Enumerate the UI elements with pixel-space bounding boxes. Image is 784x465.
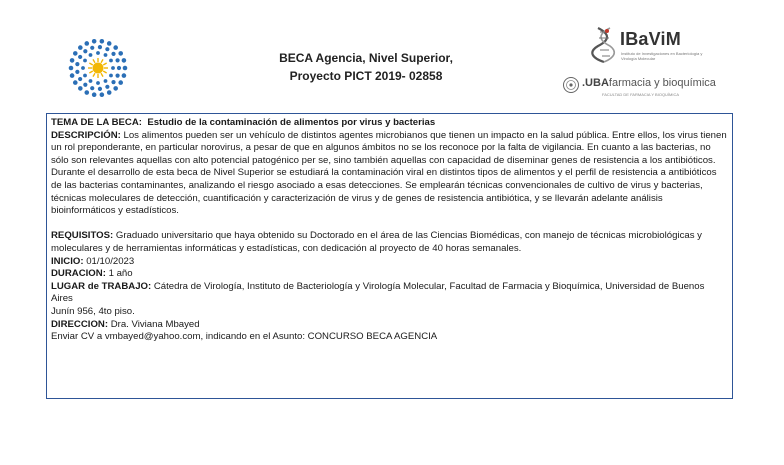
ibavim-logo-name: IBaViM	[620, 29, 681, 49]
requisitos-value: Graduado universitario que haya obtenido su Doctorado en el área de las Ciencias Biomédicas, con manejo de técnicas microbiológicas y moleculares y de herramientas informáticas y estadísticas, con dedicación al proyecto de 40 horas semanales.	[51, 230, 702, 254]
duracion-value: 1 año	[108, 268, 133, 280]
inicio-row	[51, 256, 728, 269]
logo-dot	[78, 86, 83, 91]
tema-label: TEMA DE LA BECA:	[51, 117, 142, 128]
descripcion-paragraph-2: Durante el desarrollo de esta beca de Nivel Superior se estudiará la contaminación viral en distintos tipos de alimentos y el perfil de resistencia a antibióticos de las bacterias contaminantes, analizando el riesgo asociado a esas detecciones. Se emplearán técnicas convencionales de cultivo de virus y bacterias, técnicas moleculares de detección, cuantificación y caracterización de virus y de genes de resistencia antibiótica, y se llevarán adelante análisis bioinformáticos y estadísticos.	[51, 167, 717, 217]
logo-dot	[105, 47, 109, 51]
sun-ray	[93, 73, 95, 76]
tema-value: Estudio de la contaminación de alimentos por virus y bacterias	[147, 117, 436, 128]
logo-dot	[83, 49, 87, 53]
sun-ray	[101, 59, 103, 62]
logo-dot	[100, 39, 105, 44]
logo-dot	[100, 92, 105, 97]
logo-dot	[113, 86, 118, 91]
sun-ray	[93, 59, 95, 62]
duracion-label: DURACION:	[51, 268, 106, 280]
logo-dot	[122, 58, 127, 63]
logo-dot	[73, 51, 78, 56]
logo-dot	[109, 59, 113, 63]
sun-ray	[103, 71, 106, 73]
logo-dot	[122, 73, 127, 78]
logo-dot	[78, 55, 82, 59]
logo-dot	[111, 80, 115, 84]
sun-icon	[93, 63, 104, 74]
sun-ray	[103, 63, 106, 65]
logo-dot	[96, 81, 100, 85]
address-line: Junín 956, 4to piso.	[51, 305, 135, 317]
logo-dot	[69, 66, 74, 71]
logo-dot	[98, 87, 102, 91]
ibavim-logo-subtitle: Instituto de Investigaciones en Bacteriología y Virología Molecular	[621, 51, 703, 61]
logo-dot	[83, 83, 87, 87]
direccion-row	[51, 319, 728, 332]
logo-dot	[81, 66, 85, 70]
logo-dot	[118, 51, 123, 56]
dna-icon	[590, 26, 618, 64]
logo-dot	[104, 79, 108, 83]
logo-dot	[75, 62, 79, 66]
logo-dot	[123, 66, 128, 71]
logo-dot	[111, 52, 115, 56]
institution-sun-logo	[68, 38, 128, 98]
logo-dot	[89, 53, 93, 57]
logo-dot	[70, 58, 75, 63]
sun-ray	[89, 63, 92, 65]
logo-dot	[107, 41, 112, 46]
direccion-value: Dra. Viviana Mbayed	[110, 318, 200, 330]
logo-dot	[111, 66, 115, 70]
descripcion-label: DESCRIPCIÓN:	[51, 129, 121, 141]
uba-logo-subtitle: FACULTAD DE FARMACIA Y BIOQUÍMICA	[602, 92, 680, 97]
logo-dot	[78, 77, 82, 81]
descripcion-paragraph-1: Los alimentos pueden ser un vehículo de distintos agentes microbianos que tienen un impacto en la salud pública. Entre ellos, los virus tienen un rol preponderante, en particular norovirus, a pesar de que en algunos ámbitos no se los reconoce por la falta de vigilancia. En cuanto a las bacterias, no sólo son relevantes aquellas con alto potencial patogénico per se, sino también aquellas con capacidad de diseminar genes de resistencia a los antibióticos.	[51, 129, 727, 166]
logo-dot	[70, 73, 75, 78]
page-header	[0, 0, 784, 110]
lugar-label: LUGAR de TRABAJO:	[51, 280, 152, 292]
logo-dot	[92, 39, 97, 44]
inicio-label: INICIO:	[51, 255, 84, 267]
uba-seal-icon	[562, 76, 580, 94]
logo-dot	[107, 90, 112, 95]
sun-ray	[89, 71, 92, 73]
uba-logo-name: .UBAfarmacia y bioquímica	[582, 77, 716, 89]
logo-dot	[118, 80, 123, 85]
logo-dot	[109, 74, 113, 78]
logo-dot	[90, 86, 94, 90]
lugar-row	[51, 281, 728, 306]
logo-dot	[75, 70, 79, 74]
title-line-1: BECA Agencia, Nivel Superior,	[279, 51, 453, 65]
send-cv-instructions: Enviar CV a vmbayed@yahoo.com, indicando en el Asunto: CONCURSO BECA AGENCIA	[51, 331, 438, 343]
logo-dot	[90, 46, 94, 50]
logo-dot	[73, 80, 78, 85]
title-line-2: Proyecto PICT 2019- 02858	[289, 69, 443, 83]
logo-dot	[117, 66, 121, 70]
logo-dot	[113, 45, 118, 50]
logo-dot	[83, 59, 87, 63]
logo-dot	[84, 90, 89, 95]
logo-dot	[92, 92, 97, 97]
logo-dot	[89, 79, 93, 83]
requisitos-row	[51, 230, 728, 255]
logo-dot	[98, 45, 102, 49]
logo-dot	[115, 73, 119, 77]
page-title	[236, 49, 496, 85]
logo-dot	[104, 53, 108, 57]
requisitos-label: REQUISITOS:	[51, 230, 114, 242]
logo-dot	[78, 45, 83, 50]
direccion-label: DIRECCION:	[51, 318, 109, 330]
logo-dot	[84, 41, 89, 46]
logo-dot	[96, 51, 100, 55]
uba-farmacia-logo	[562, 74, 722, 100]
lugar-value: Cátedra de Virología, Instituto de Bacteriología y Virología Molecular, Facultad de Farmacia y Bioquímica, Universidad de Buenos Aires	[51, 280, 705, 305]
sun-ray	[101, 73, 103, 76]
scholarship-details-box	[46, 113, 733, 399]
descripcion-row	[51, 130, 728, 168]
logo-dot	[115, 58, 119, 62]
duracion-row	[51, 268, 728, 281]
logo-dot	[105, 85, 109, 89]
inicio-value: 01/10/2023	[86, 255, 135, 267]
tema-row	[51, 117, 728, 130]
logo-dot	[83, 74, 87, 78]
ibavim-logo	[590, 26, 730, 66]
